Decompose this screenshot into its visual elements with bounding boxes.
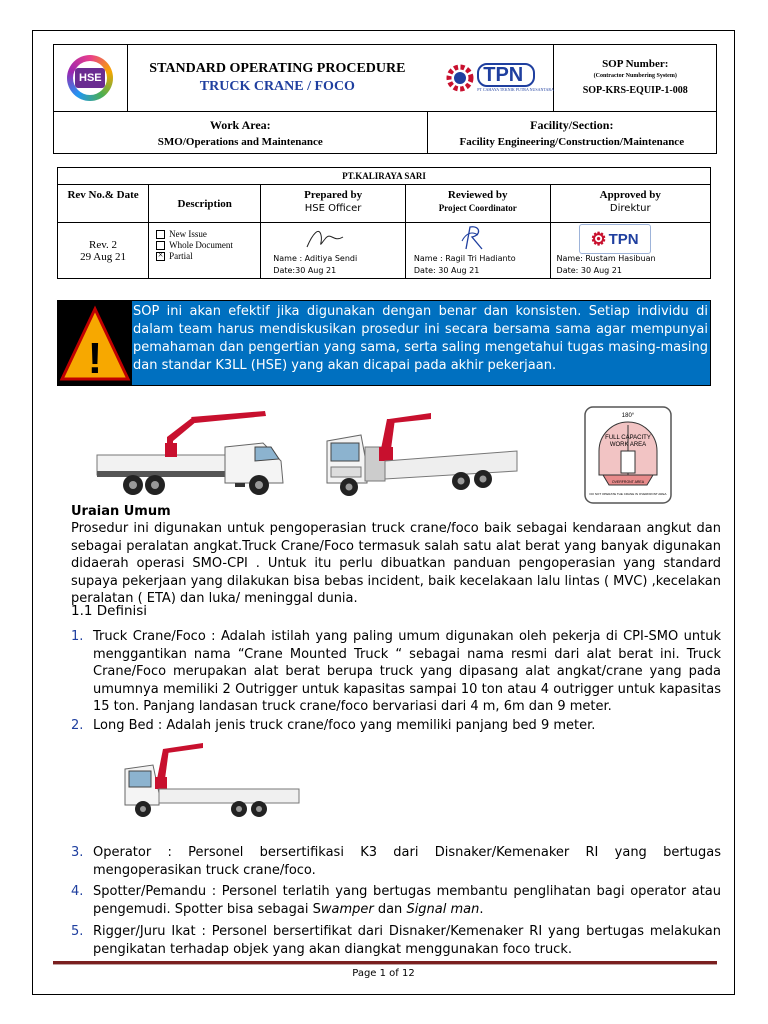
approved-header: Approved by Direktur (550, 185, 710, 223)
work-area-diagram (583, 405, 673, 505)
gear-icon (445, 63, 475, 93)
svg-text:180°: 180° (621, 413, 635, 419)
revision-table: PT.KALIRAYA SARI Rev No.& Date Description Prepared by HSE Officer Reviewed by Project Coordinator Approved by Direktur Rev. 2 29 Aug 21 New Issue Whole Document × Partial Name : Aditiya Sendi Date:30 Aug 21 Name : Ragil Tri Hadianto Date: 30 Aug 21 ⚙ TPN Name: Rustam Hasibuan Date: 30 Aug 21 (57, 167, 711, 279)
svg-text:WORK AREA: WORK AREA (609, 442, 647, 448)
work-area-cell: Work Area: SMO/Operations and Maintenance (54, 112, 428, 154)
truck-crane-angle-image (321, 407, 521, 503)
checkbox-whole-document: Whole Document (156, 240, 260, 251)
signature-reviewed (458, 223, 488, 253)
checkbox-new-issue: New Issue (156, 229, 260, 240)
company-name: PT.KALIRAYA SARI (58, 168, 711, 185)
warning-text: SOP ini akan efektif jika digunakan dengan benar dan konsisten. Setiap individu di dalam team harus mendiskusikan prosedur ini secara bersama sama agar mempunyai pemahaman dan pengertian yang sama, serta saling mengetahui tugas masing-masing dan standar K3LL (HSE) yang akan dicapai pada akhir pekerjaan. (133, 304, 708, 373)
definition-item-3: 3. Operator : Personel bersertifikasi K3 dari Disnaker/Kemenaker RI yang bertugas mengoperasikan truck crane/foco. (71, 845, 721, 878)
svg-text:!: ! (87, 334, 103, 383)
sop-number: SOP-KRS-EQUIP-1-008 (582, 85, 688, 96)
warning-icon-panel (58, 301, 132, 385)
sop-number-cell: SOP Number: (Contractor Numbering System) SOP-KRS-EQUIP-1-008 (554, 45, 717, 112)
page-title: STANDARD OPERATING PROCEDURE (149, 60, 406, 76)
footer-rule (53, 961, 717, 965)
company-stamp: ⚙ TPN (579, 224, 651, 254)
hse-logo-cell (54, 45, 128, 112)
facility-cell: Facility/Section: Facility Engineering/Construction/Maintenance (427, 112, 716, 154)
header-table (53, 44, 717, 154)
rev-info (58, 223, 149, 279)
prepared-signature: Name : Aditiya Sendi Date:30 Aug 21 (261, 223, 406, 279)
title-cell (127, 45, 427, 112)
warning-icon (58, 301, 132, 385)
page-subtitle: TRUCK CRANE / FOCO (199, 78, 355, 94)
uraian-paragraph: Prosedur ini digunakan untuk pengoperasian truck crane/foco baik sebagai kendaraan angkut dan sebagai peralatan angkat.Truck Crane/Foco termasuk salah satu alat berat yang banyak digunakan didaerah operasi SMO-CPI . Untuk itu perlu dibuatkan panduan pengoperasian yang standard supaya pekerjaan yang dilakukan bisa bebas incident, baik kecelakaan lalu lintas ( MVC) ,kecelakan peralatan ( ETA) dan luka/ meninggal dunia. (71, 521, 721, 606)
reviewed-header: Reviewed by Project Coordinator (405, 185, 550, 223)
checkbox-partial: × Partial (157, 250, 193, 262)
signature-prepared (303, 223, 347, 253)
section-title-uraian: Uraian Umum (71, 504, 171, 519)
prepared-header: Prepared by HSE Officer (261, 185, 406, 223)
svg-text:DO NOT OPERATE THE CRANE IN OV: DO NOT OPERATE THE CRANE IN OVERFRONT AREA (589, 492, 667, 496)
approved-signature: ⚙ TPN Name: Rustam Hasibuan Date: 30 Aug 21 (550, 223, 710, 279)
rev-number: Rev. 2 (89, 238, 118, 251)
tpn-logo-cell (427, 45, 554, 112)
reviewed-signature: Name : Ragil Tri Hadianto Date: 30 Aug 21 (405, 223, 550, 279)
truck-crane-side-image (95, 407, 295, 503)
hse-logo: HSE (67, 55, 113, 101)
definition-item-4: 4. Spotter/Pemandu : Personel terlatih yang bertugas membantu penglihatan bagi operator atau pengemudi. Spotter bisa sebagai Swamper dan Signal man. (71, 884, 721, 917)
definition-item-5: 5. Rigger/Juru Ikat : Personel bersertifikat dari Disnaker/Kemenaker RI yang bertugas melakukan pengikatan terhadap objek yang akan diangkat menggunakan foco truck. (71, 924, 721, 957)
definition-item-1: 1. Truck Crane/Foco : Adalah istilah yang paling umum digunakan oleh pekerja di CPI-SMO untuk menggantikan nama “Crane Mounted Truck “ sebagai nama resmi dari alat berat ini. Truck Crane/Foco merupakan alat berat berupa truck yang dipasang alat angkat/crane yang pada umumnya memiliki 2 Outrigger untuk kapasitas sampai 10 ton atau 4 outrigger untuk kapasitas 15 ton. Panjang landasan truck crane/foco bervariasi dari 4 m, 6m dan 9 meter. (71, 629, 721, 714)
section-title-definisi: 1.1 Definisi (71, 603, 148, 619)
warning-box (57, 300, 711, 386)
tpn-logo: TPN PT CAHAYA TEKNIK PUTRA NUSANTARA (427, 63, 553, 93)
svg-text:FULL CAPACITY: FULL CAPACITY (605, 435, 651, 441)
document-page (32, 30, 735, 995)
definition-item-2: 2. Long Bed : Adalah jenis truck crane/foco yang memiliki panjang bed 9 meter. (71, 718, 596, 733)
page-number: Page 1 of 12 (352, 968, 415, 979)
long-bed-truck-image (119, 739, 303, 823)
description-options (149, 223, 261, 279)
svg-text:OVERFRONT AREA: OVERFRONT AREA (611, 480, 645, 484)
rev-date: 29 Aug 21 (80, 250, 126, 263)
